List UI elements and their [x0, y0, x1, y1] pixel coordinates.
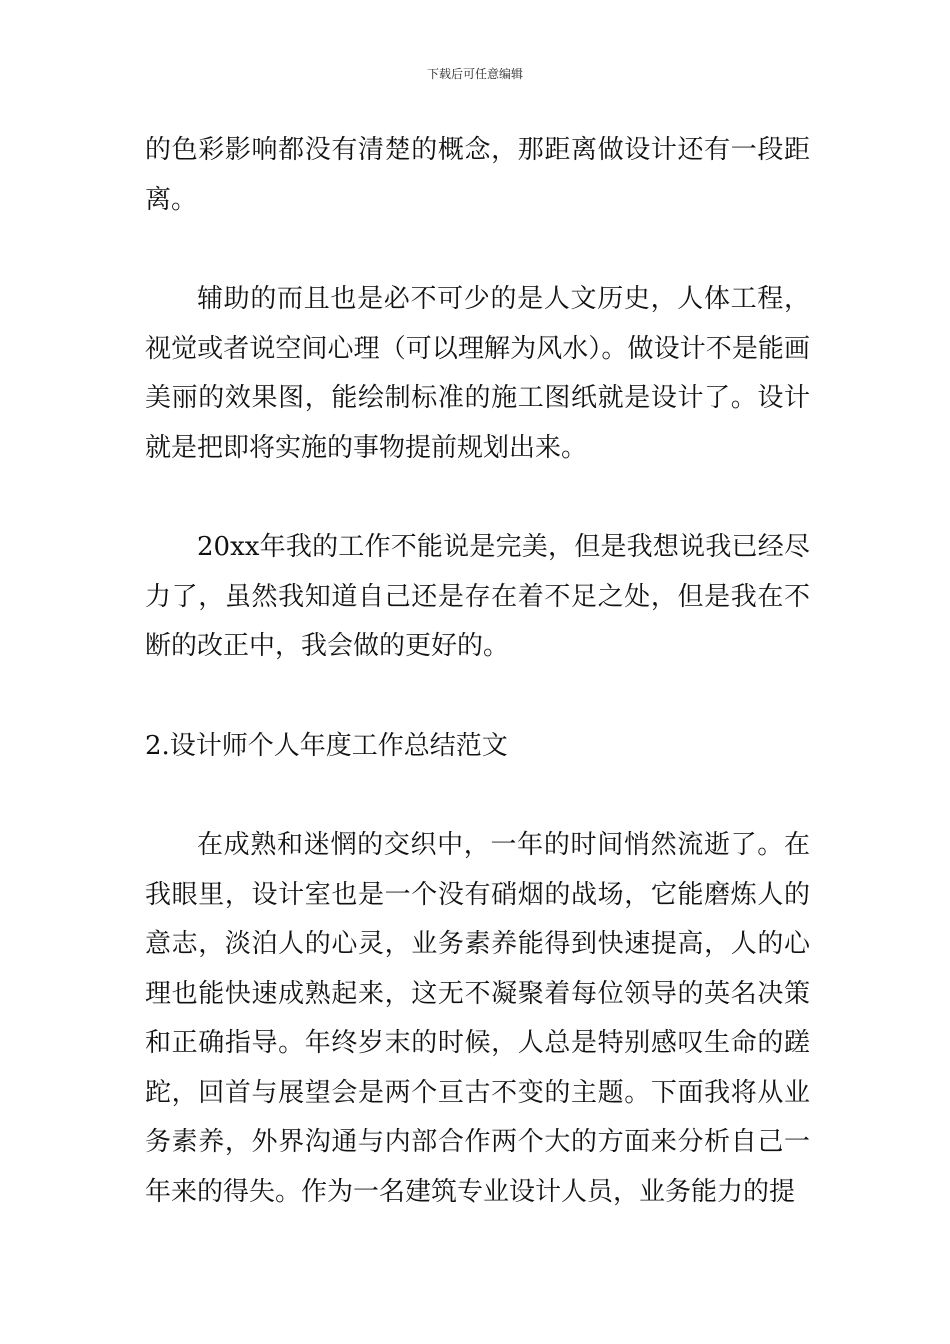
paragraph-2: 辅助的而且也是必不可少的是人文历史，人体工程，视觉或者说空间心理（可以理解为风水）。做设计不是能画美丽的效果图，能绘制标准的施工图纸就是设计了。设计就是把即将实施的事物提前规划出来。	[145, 284, 810, 463]
paragraph-4: 在成熟和迷惘的交织中，一年的时间悄然流逝了。在我眼里，设计室也是一个没有硝烟的战场，它能磨炼人的意志，淡泊人的心灵，业务素养能得到快速提高，人的心理也能快速成熟起来，这无不凝聚着每位领导的英名决策和正确指导。年终岁末的时候，人总是特别感叹生命的蹉跎，回首与展望会是两个亘古不变的主题。下面我将从业务素养，外界沟通与内部合作两个大的方面来分析自己一年来的得失。作为一名建筑专业设计人员，业务能力的提	[145, 830, 810, 1207]
document-body	[145, 126, 810, 1267]
paragraph-1: 的色彩影响都没有清楚的概念，那距离做设计还有一段距离。	[145, 135, 810, 215]
section-heading: 2.设计师个人年度工作总结范文	[145, 730, 508, 761]
paragraph-3: 20xx年我的工作不能说是完美，但是我想说我已经尽力了，虽然我知道自己还是存在着不足之处，但是我在不断的改正中，我会做的更好的。	[145, 532, 810, 661]
page-header: 下载后可任意编辑	[426, 67, 523, 81]
